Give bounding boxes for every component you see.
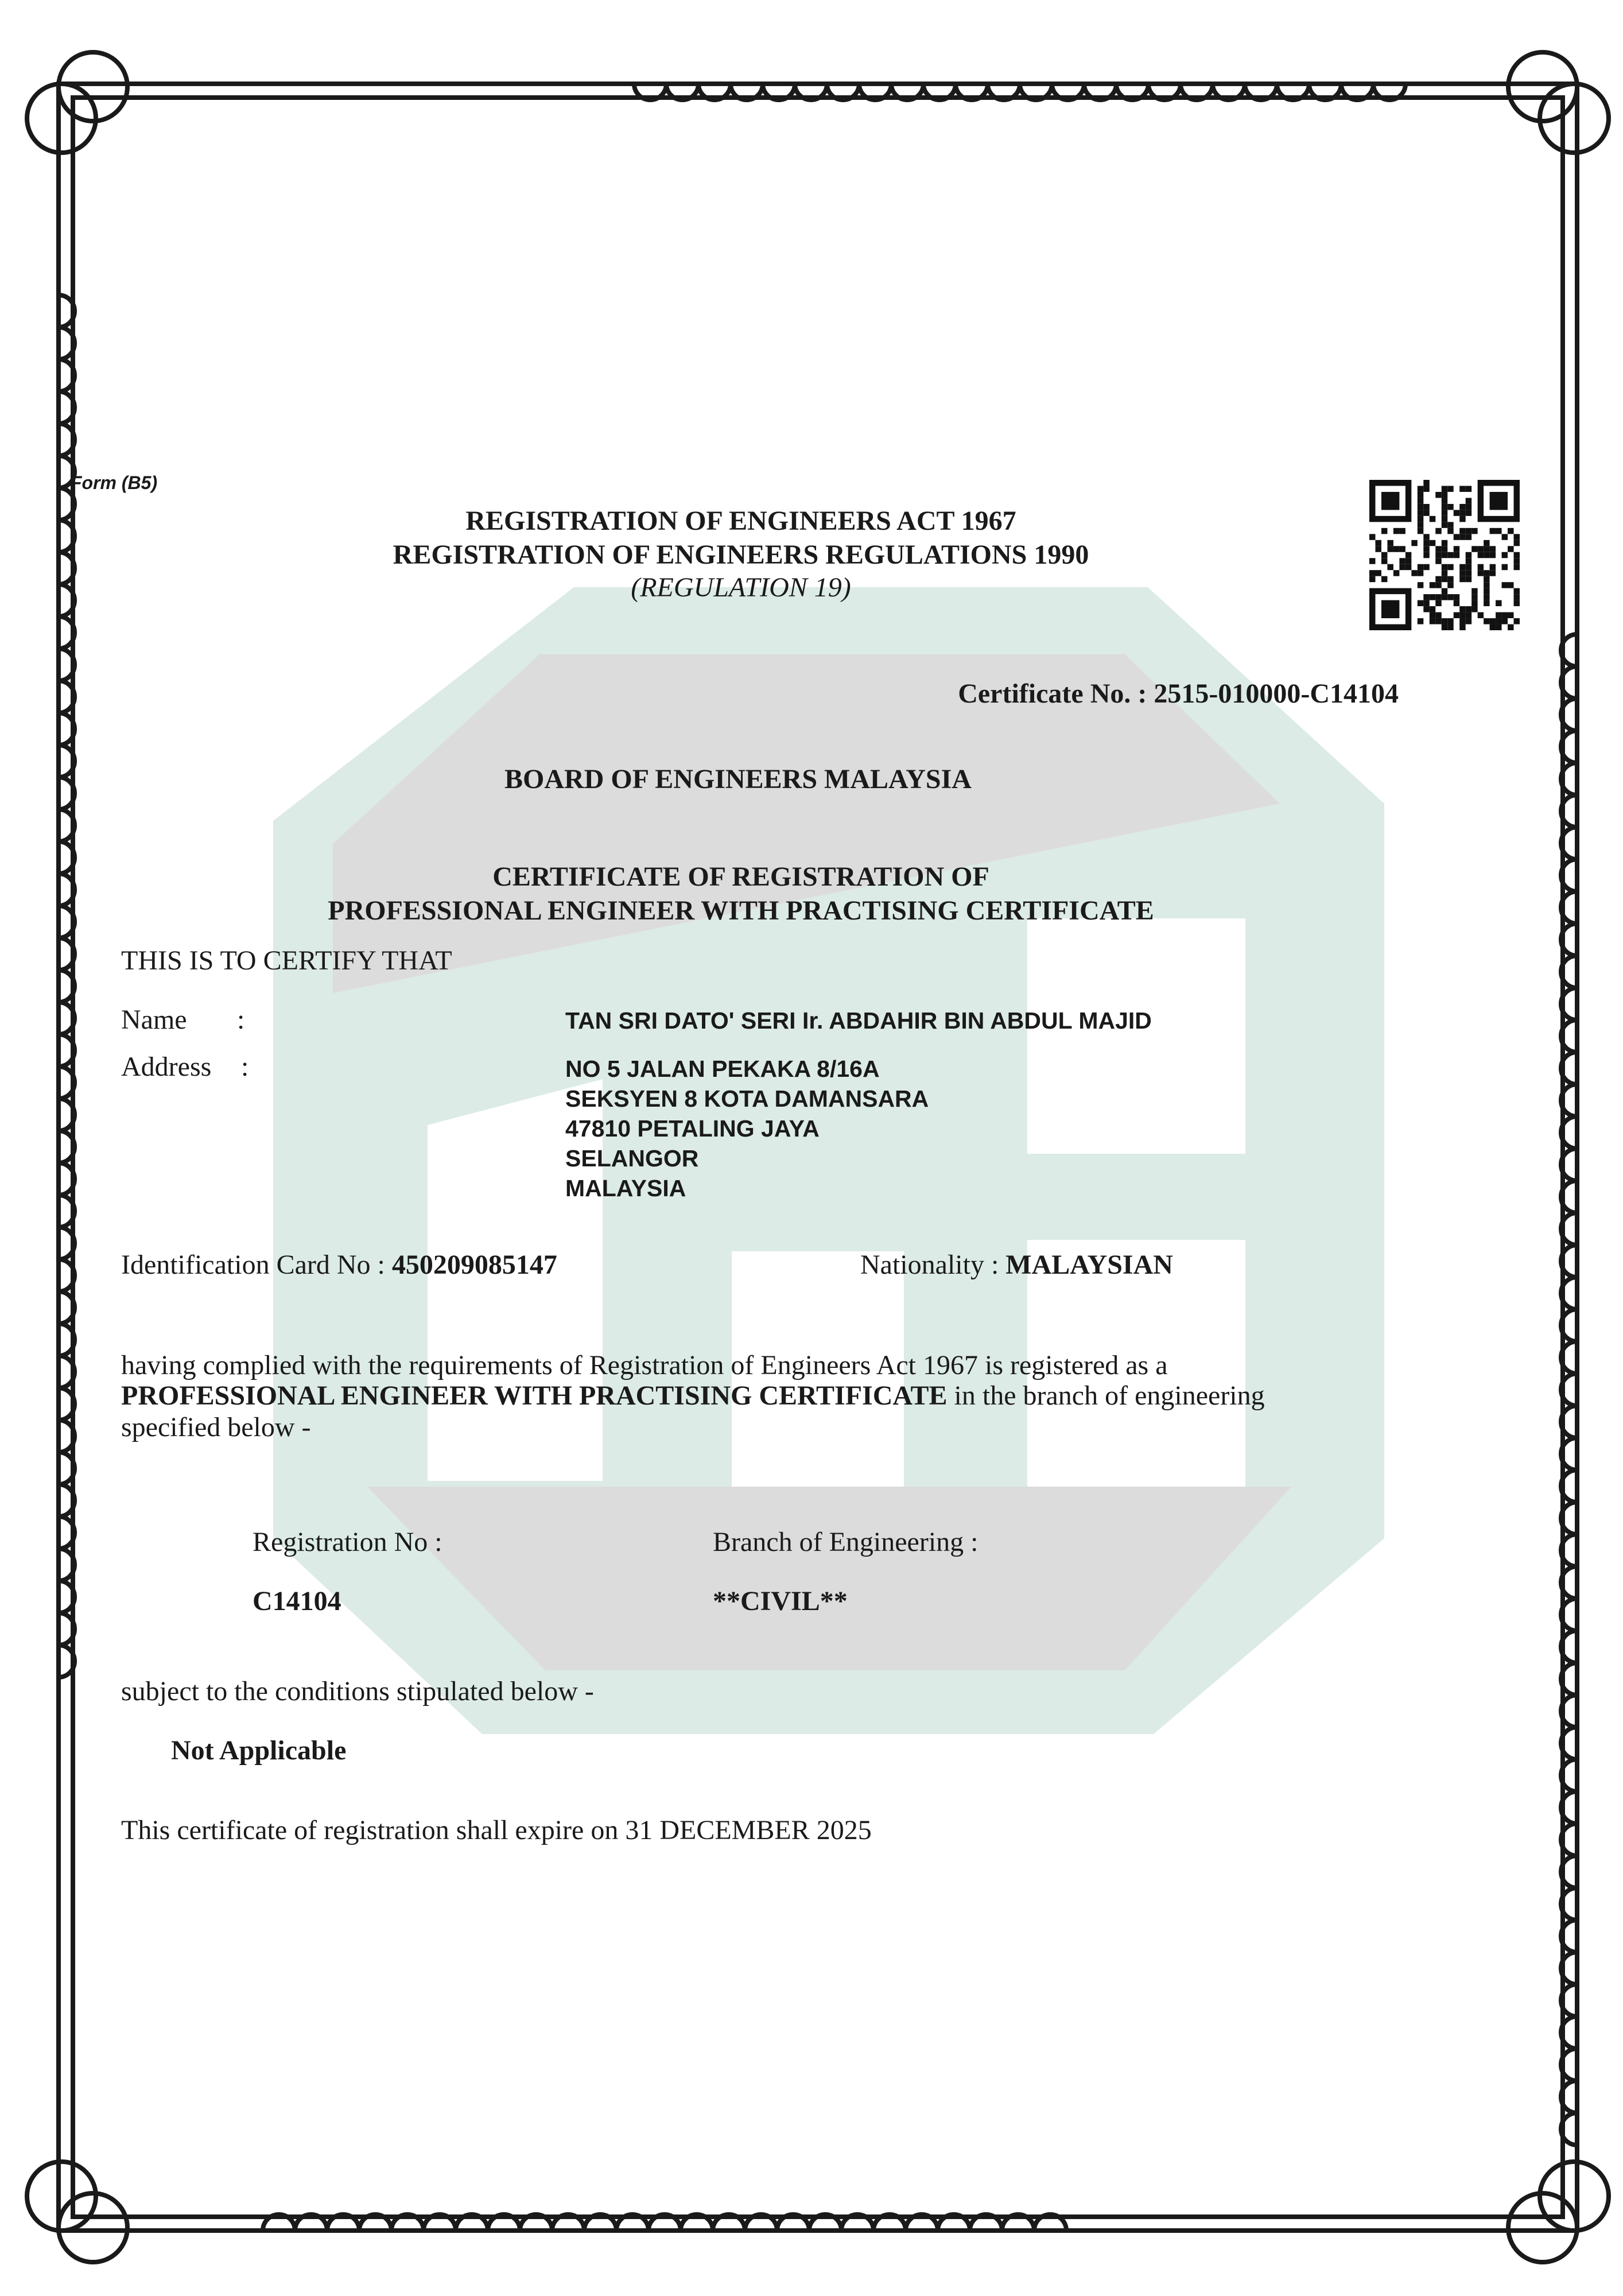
branch-value: **CIVIL**: [713, 1586, 848, 1616]
registration-no-value: C14104: [253, 1586, 341, 1616]
name-colon: :: [237, 1004, 245, 1035]
act-title: REGISTRATION OF ENGINEERS ACT 1967: [465, 506, 1016, 536]
address-line: SEKSYEN 8 KOTA DAMANSARA: [565, 1085, 929, 1112]
qr-code: [1369, 480, 1520, 630]
certificate-number-value: 2515-010000-C14104: [1154, 678, 1399, 709]
name-label: Name: [121, 1004, 187, 1035]
address-line: NO 5 JALAN PEKAKA 8/16A: [565, 1056, 880, 1082]
certify-that: THIS IS TO CERTIFY THAT: [121, 945, 452, 976]
ic-number: [121, 1251, 557, 1279]
conditions-value: Not Applicable: [171, 1735, 347, 1766]
nationality-value: MALAYSIAN: [1005, 1250, 1173, 1280]
subject-to-conditions: subject to the conditions stipulated below -: [121, 1676, 594, 1707]
address-colon: :: [241, 1052, 249, 1082]
certificate-number-label: Certificate No. :: [958, 678, 1147, 709]
registration-no-label: Registration No :: [253, 1527, 442, 1557]
nationality-label: Nationality :: [860, 1250, 999, 1280]
form-label: Form (B5): [71, 472, 158, 493]
regulation-number: (REGULATION 19): [631, 572, 851, 603]
address-value: [565, 1054, 929, 1203]
nationality: [860, 1251, 1173, 1279]
address-line: 47810 PETALING JAYA: [565, 1115, 820, 1142]
address-label: Address: [121, 1052, 212, 1082]
complied-line2-rest: in the branch of engineering: [947, 1380, 1265, 1411]
expiry-statement: This certificate of registration shall expire on 31 DECEMBER 2025: [121, 1815, 872, 1845]
name-value: TAN SRI DATO' SERI Ir. ABDAHIR BIN ABDUL MAJID: [565, 1007, 1152, 1034]
certificate-number: [958, 680, 1399, 708]
complied-line3: specified below -: [121, 1412, 311, 1442]
board-name: BOARD OF ENGINEERS MALAYSIA: [504, 764, 972, 794]
certificate-title-line1: CERTIFICATE OF REGISTRATION OF: [492, 862, 989, 892]
ic-label: Identification Card No :: [121, 1250, 385, 1280]
registration-type: PROFESSIONAL ENGINEER WITH PRACTISING CERTIFICATE: [121, 1380, 948, 1411]
address-line: SELANGOR: [565, 1145, 699, 1172]
branch-label: Branch of Engineering :: [713, 1527, 979, 1557]
certificate-title-line2: PROFESSIONAL ENGINEER WITH PRACTISING CERTIFICATE: [328, 895, 1154, 926]
complied-line1: having complied with the requirements of Registration of Engineers Act 1967 is registered as a: [121, 1350, 1168, 1380]
complied-line2: [121, 1382, 1265, 1410]
address-line: MALAYSIA: [565, 1175, 686, 1201]
ic-value: 450209085147: [391, 1250, 557, 1280]
regulations-title: REGISTRATION OF ENGINEERS REGULATIONS 1990: [393, 540, 1089, 570]
